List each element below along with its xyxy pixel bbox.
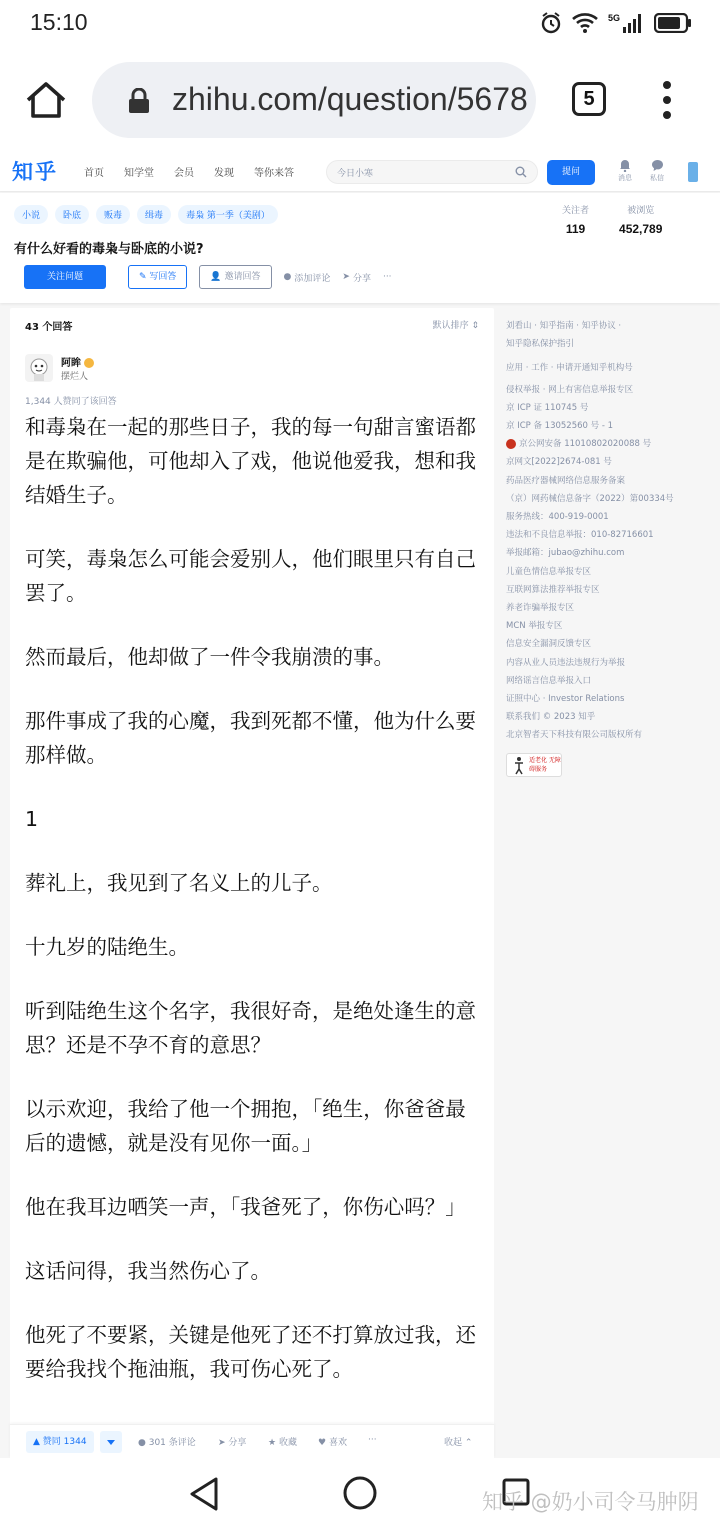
- favorite-label: 收藏: [278, 1438, 297, 1448]
- author-name-text: 阿眸: [61, 358, 81, 369]
- answer-paragraph: 以示欢迎，我给了他一个拥抱，「绝生，你爸爸最后的遗憾，就是没有见你一面。」: [25, 1097, 466, 1155]
- nav-links: [84, 164, 294, 179]
- author-name[interactable]: [61, 354, 94, 369]
- bell-icon: [619, 159, 631, 172]
- footer-link[interactable]: 京 ICP 备 13052560 号 - 1: [506, 421, 614, 432]
- nav-link-zhixuetang[interactable]: 知学堂: [124, 168, 154, 179]
- followers-stat: [562, 203, 589, 236]
- browser-toolbar: [0, 46, 720, 152]
- avatar[interactable]: [25, 354, 53, 382]
- question-stats: [562, 203, 662, 236]
- answer-card: [10, 308, 494, 1458]
- comments-label: 301 条评论: [148, 1438, 196, 1448]
- answer-list-header: [25, 318, 479, 333]
- invite-label: 邀请回答: [224, 272, 261, 282]
- footer-link-text: 京公网安备 11010802020088 号: [519, 439, 652, 450]
- downvote-button[interactable]: [100, 1431, 122, 1453]
- answer-paragraph: 这话问得，我当然伤心了。: [25, 1259, 271, 1283]
- private-messages-button[interactable]: [646, 159, 668, 183]
- invite-answer-button[interactable]: [199, 265, 271, 289]
- chat-icon: [651, 159, 664, 172]
- wifi-icon: [572, 12, 598, 34]
- avatar-image: [25, 354, 53, 382]
- footer-link[interactable]: 证照中心 · Investor Relations: [506, 694, 625, 705]
- like-button[interactable]: [318, 1435, 347, 1448]
- answer-paragraph: 可笑，毒枭怎么可能会爱别人，他们眼里只有自己罢了。: [25, 547, 476, 605]
- pencil-icon: ✎: [139, 272, 150, 282]
- topic-tag[interactable]: 小说: [14, 205, 48, 224]
- heart-icon: ♥: [318, 1438, 329, 1448]
- topic-tag[interactable]: 贩毒: [96, 205, 130, 224]
- footer-link[interactable]: 知乎隐私保护指引: [506, 339, 575, 350]
- back-icon[interactable]: [188, 1476, 220, 1512]
- footer-link[interactable]: 内容从业人员违法违规行为举报: [506, 657, 626, 668]
- messages-label: 消息: [618, 174, 632, 182]
- accessibility-icon: [510, 756, 528, 776]
- search-icon[interactable]: [515, 166, 527, 178]
- comment-icon: ●: [138, 1438, 149, 1448]
- answer-paragraph: 那件事成了我的心魔，我到死都不懂，他为什么要那样做。: [25, 709, 476, 767]
- footer-link[interactable]: 京 ICP 证 110745 号: [506, 402, 589, 413]
- upvote-button[interactable]: ▲ 赞同 1344: [26, 1431, 94, 1453]
- write-answer-label: 写回答: [149, 272, 177, 282]
- footer-link-police[interactable]: [506, 435, 712, 453]
- footer-link[interactable]: 举报邮箱：jubao@zhihu.com: [506, 548, 625, 559]
- chevron-up-icon: ⌃: [464, 1438, 473, 1448]
- tab-switcher-button[interactable]: 5: [572, 82, 606, 116]
- footer-link: 违法和不良信息举报：010-82716601: [506, 530, 654, 541]
- add-comment-label: 添加评论: [294, 273, 331, 284]
- zhihu-header: [0, 152, 720, 192]
- footer-link[interactable]: 网络谣言信息举报入口: [506, 675, 592, 686]
- answer-paragraph: 他在我耳边哂笑一声，「我爸死了，你伤心吗？」: [25, 1195, 466, 1219]
- triangle-down-icon: [100, 1431, 122, 1453]
- more-button[interactable]: ···: [368, 1435, 377, 1445]
- elder-badge-text: 适老化 无障碍服务: [529, 756, 561, 773]
- followers-label: 关注者: [562, 206, 590, 216]
- answer-action-bar: [10, 1424, 494, 1458]
- system-navigation-bar: [0, 1458, 720, 1532]
- footer-link: 北京智者天下科技有限公司版权所有: [506, 730, 643, 741]
- footer-link[interactable]: 药品医疗器械网络信息服务备案: [506, 475, 626, 486]
- nav-link-waiting[interactable]: 等你来答: [254, 168, 294, 179]
- sort-dropdown[interactable]: [433, 318, 479, 331]
- footer-link[interactable]: （京）网药械信息备字（2022）第00334号: [506, 493, 674, 504]
- user-avatar[interactable]: [688, 162, 698, 182]
- status-bar: [0, 0, 720, 46]
- battery-icon: [654, 13, 692, 33]
- answer-paragraph: 1: [25, 807, 39, 831]
- footer-link: 服务热线：400-919-0001: [506, 512, 609, 523]
- footer-link[interactable]: 养老诈骗举报专区: [506, 603, 575, 614]
- status-time: 15:10: [30, 9, 88, 35]
- police-badge-icon: [506, 439, 516, 449]
- answer-paragraph: 然而最后，他却做了一件令我崩溃的事。: [25, 645, 394, 669]
- topic-tag[interactable]: 缉毒: [137, 205, 171, 224]
- home-icon[interactable]: [24, 78, 68, 122]
- favorite-button[interactable]: [268, 1435, 297, 1448]
- comment-icon: ●: [283, 272, 292, 282]
- views-label: 被浏览: [627, 206, 655, 216]
- badge-icon: [84, 358, 94, 368]
- messages-button[interactable]: [614, 159, 636, 183]
- footer-link[interactable]: 互联网算法推荐举报专区: [506, 584, 600, 595]
- elder-friendly-badge[interactable]: [506, 753, 562, 777]
- status-icons: [540, 10, 692, 36]
- person-add-icon: 👤: [210, 272, 225, 282]
- like-label: 喜欢: [328, 1438, 347, 1448]
- share-icon: ➤: [218, 1438, 229, 1448]
- author-bio: 摆烂人: [61, 372, 89, 382]
- answer-paragraph: 十九岁的陆绝生。: [25, 935, 189, 959]
- footer-link[interactable]: MCN 举报专区: [506, 621, 563, 632]
- answer-paragraph: 葬礼上，我见到了名义上的儿子。: [25, 871, 333, 895]
- share-icon: ➤: [342, 272, 350, 282]
- search-input[interactable]: [326, 160, 538, 184]
- follow-question-button[interactable]: 关注问题: [24, 265, 106, 289]
- nav-link-home[interactable]: 首页: [84, 168, 104, 179]
- sidebar-footer-links: [506, 317, 712, 777]
- nav-link-discover[interactable]: 发现: [214, 168, 234, 179]
- more-vert-icon[interactable]: [660, 80, 674, 120]
- answer-paragraph: 和毒枭在一起的那些日子，我的每一句甜言蜜语都是在欺骗他，可他却入了戏，他说他爱我，想和我结婚生子。: [25, 415, 476, 507]
- footer-link[interactable]: 联系我们 © 2023 知乎: [506, 712, 596, 723]
- add-comment-button[interactable]: [284, 271, 331, 284]
- views-stat: [619, 203, 662, 236]
- nav-link-vip[interactable]: 会员: [174, 168, 194, 179]
- collapse-label: 收起: [444, 1438, 463, 1448]
- network-label: 5G: [607, 13, 620, 23]
- collapse-button[interactable]: [444, 1435, 472, 1448]
- question-title: 有什么好看的毒枭与卧底的小说?: [14, 242, 204, 257]
- private-label: 私信: [650, 174, 664, 182]
- footer-link[interactable]: 侵权举报 · 网上有害信息举报专区: [506, 384, 634, 395]
- address-bar[interactable]: [92, 62, 536, 138]
- watermark: 知乎 @奶小司令马肿阴: [482, 1490, 699, 1514]
- home-circle-icon[interactable]: [343, 1476, 377, 1510]
- alarm-icon: [540, 12, 562, 34]
- sort-label: 默认排序: [432, 321, 469, 331]
- footer-link[interactable]: 刘看山 · 知乎指南 · 知乎协议 ·: [506, 321, 622, 331]
- write-answer-button[interactable]: [128, 265, 187, 289]
- footer-link[interactable]: 信息安全漏洞反馈专区: [506, 639, 592, 650]
- share-label: 分享: [228, 1438, 247, 1448]
- more-button[interactable]: ···: [382, 272, 392, 282]
- ask-question-button[interactable]: 提问: [547, 160, 595, 185]
- answer-paragraph: 听到陆绝生这个名字，我很好奇，是绝处逢生的意思？还是不孕不育的意思？: [25, 999, 476, 1057]
- share-button[interactable]: [218, 1435, 246, 1448]
- followers-count: 119: [565, 222, 586, 236]
- footer-link[interactable]: 京网文[2022]2674-081 号: [506, 457, 612, 468]
- comments-button[interactable]: [138, 1435, 196, 1448]
- footer-link[interactable]: 儿童色情信息举报专区: [506, 566, 592, 577]
- question-header: [0, 193, 720, 303]
- answer-body: [25, 410, 479, 1416]
- answer-count: 43 个回答: [25, 322, 73, 333]
- share-label: 分享: [352, 273, 371, 284]
- zhihu-logo[interactable]: 知乎: [12, 160, 58, 184]
- star-icon: ★: [268, 1438, 279, 1448]
- topic-tags: [14, 205, 278, 224]
- question-actions: [24, 265, 392, 289]
- share-button[interactable]: [342, 271, 371, 284]
- lock-icon: [128, 88, 150, 114]
- search-placeholder: 今日小寒: [337, 169, 374, 179]
- url-text[interactable]: zhihu.com/question/5678: [172, 81, 528, 117]
- signal-icon: [622, 13, 644, 33]
- views-count: 452,789: [619, 222, 663, 236]
- topic-tag[interactable]: 毒枭 第一季（美剧）: [178, 205, 278, 224]
- upvote-meta: 1,344 人赞同了该回答: [25, 397, 117, 407]
- footer-link[interactable]: 应用 · 工作 · 申请开通知乎机构号: [506, 363, 633, 374]
- topic-tag[interactable]: 卧底: [55, 205, 89, 224]
- answer-paragraph: 他死了不要紧，关键是他死了还不打算放过我，还要给我找个拖油瓶，我可伤心死了。: [25, 1323, 476, 1381]
- sort-arrows-icon: ⇕: [471, 321, 479, 331]
